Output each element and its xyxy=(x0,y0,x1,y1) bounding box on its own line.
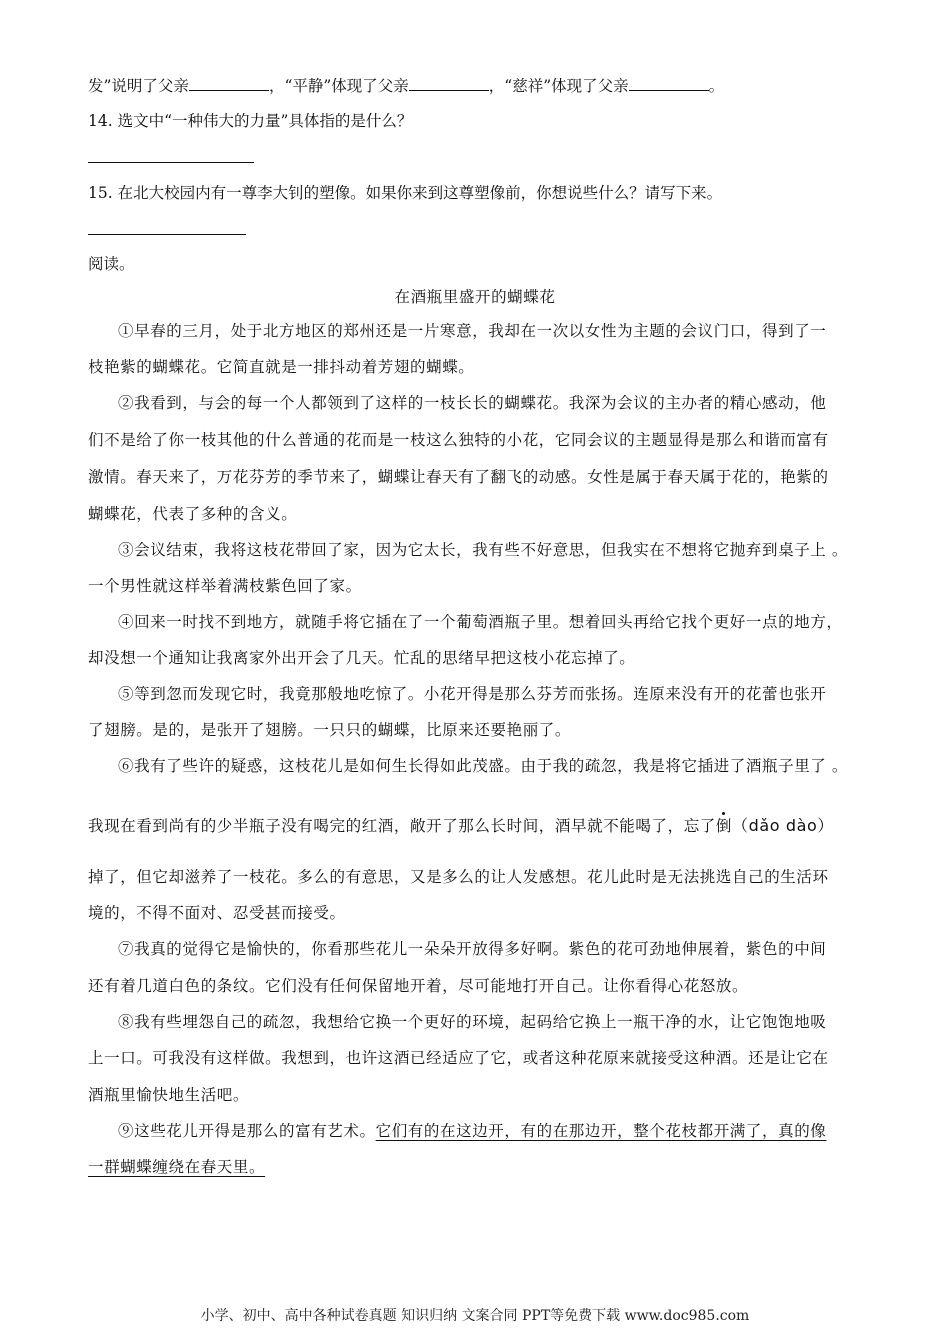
article-line: ②我看到，与会的每一个人都领到了这样的一枝长长的蝴蝶花。我深为会议的主办者的精心感动，他 xyxy=(118,394,827,412)
answer-blank-3[interactable] xyxy=(629,76,709,91)
article-line: ⑧我有些埋怨自己的疏忽，我想给它换一个更好的环境，起码给它换上一瓶干净的水，让它饱饱地吸 xyxy=(118,1013,827,1031)
article-line-pinyin xyxy=(88,816,834,836)
question-15: 15. 在北大校园内有一尊李大钊的塑像。如果你来到这尊塑像前，你想说些什么？请写下来。 xyxy=(88,184,723,202)
pinyin-annotation: （dǎo dào） xyxy=(732,816,835,835)
answer-blank-1[interactable] xyxy=(189,76,269,91)
q13-text-1: 发”说明了父亲 xyxy=(88,77,189,95)
answer-line-14[interactable] xyxy=(88,162,254,163)
article-line-prefix: 我现在看到尚有的少半瓶子没有喝完的红酒，敞开了那么长时间，酒早就不能喝了，忘了 xyxy=(88,817,716,835)
article-line-p9-cont xyxy=(88,1157,265,1177)
article-line: 枝艳紫的蝴蝶花。它简直就是一排抖动着芳翅的蝴蝶。 xyxy=(88,358,475,376)
article-line: ①早春的三月，处于北方地区的郑州还是一片寒意，我却在一次以女性为主题的会议门口，得到了一 xyxy=(118,322,827,340)
p9-underlined-text-1: 它们有的在这边开，有的在那边开，整个花枝都开满了，真的像 xyxy=(375,1122,827,1140)
article-line: 掉了，但它却滋养了一枝花。多么的有意思，又是多么的让人发感想。花儿此时是无法挑选自己的生活环 xyxy=(88,868,829,886)
article-line: 境的，不得不面对、忍受甚而接受。 xyxy=(88,904,346,922)
article-line: 们不是给了你一枝其他的什么普通的花而是一枝这么独特的小花，它同会议的主题显得是那么和谐而富有 xyxy=(88,431,829,449)
p9-plain-text: ⑨这些花儿开得是那么的富有艺术。 xyxy=(118,1122,376,1140)
answer-line-15[interactable] xyxy=(88,234,246,235)
article-line: 了翅膀。是的，是张开了翅膀。一只只的蝴蝶，比原来还要艳丽了。 xyxy=(88,721,572,739)
q13-text-4: 。 xyxy=(708,77,725,95)
article-line-p9 xyxy=(118,1121,826,1141)
q13-text-2: ，“平静”体现了父亲 xyxy=(268,77,409,95)
article-line: ⑦我真的觉得它是愉快的，你看那些花儿一朵朵开放得多好啊。紫色的花可劲地伸展着，紫色的中间 xyxy=(118,940,827,958)
article-line: 一个男性就这样举着满枝紫色回了家。 xyxy=(88,577,362,595)
article-title: 在酒瓶里盛开的蝴蝶花 xyxy=(394,288,556,306)
page-footer: 小学、初中、高中各种试卷真题 知识归纳 文案合同 PPT等免费下载 www.doc985.com xyxy=(200,1308,750,1324)
q13-tail-line xyxy=(88,76,724,96)
q13-text-3: ，“慈祥”体现了父亲 xyxy=(488,77,629,95)
article-line: ④回来一时找不到地方，就随手将它插在了一个葡萄酒瓶子里。想着回头再给它找个更好一点的地方， xyxy=(118,613,843,631)
article-line: ⑤等到忽而发现它时，我竟那般地吃惊了。小花开得是那么芬芳而张扬。连原来没有开的花蕾也张开 xyxy=(118,685,827,703)
article-line: 酒瓶里愉快地生活吧。 xyxy=(88,1086,250,1104)
dotted-character: 倒 xyxy=(715,817,733,835)
answer-blank-2[interactable] xyxy=(409,76,489,91)
article-line: 激情。春天来了，万花芬芳的季节来了，蝴蝶让春天有了翻飞的动感。女性是属于春天属于花的，艳紫的 xyxy=(88,468,829,486)
p9-underlined-text-2: 一群蝴蝶缠绕在春天里。 xyxy=(88,1158,266,1176)
article-line: 还有着几道白色的条纹。它们没有任何保留地开着，尽可能地打开自己。让你看得心花怒放。 xyxy=(88,977,749,995)
article-line: ⑥我有了些许的疑惑，这枝花儿是如何生长得如此茂盛。由于我的疏忽，我是将它插进了酒瓶子里了 。 xyxy=(118,757,849,775)
article-line: 蝴蝶花，代表了多种的含义。 xyxy=(88,505,298,523)
article-line: ③会议结束，我将这枝花带回了家，因为它太长，我有些不好意思，但我实在不想将它抛弃到桌子上 。 xyxy=(118,541,849,559)
article-line: 上一口。可我没有这样做。我想到，也许这酒已经适应了它，或者这种花原来就接受这种酒。还是让它在 xyxy=(88,1049,829,1067)
question-14: 14. 选文中“一种伟大的力量”具体指的是什么？ xyxy=(88,112,413,130)
article-line: 却没想一个通知让我离家外出开会了几天。忙乱的思绪早把这枝小花忘掉了。 xyxy=(88,649,636,667)
reading-label: 阅读。 xyxy=(88,255,135,273)
